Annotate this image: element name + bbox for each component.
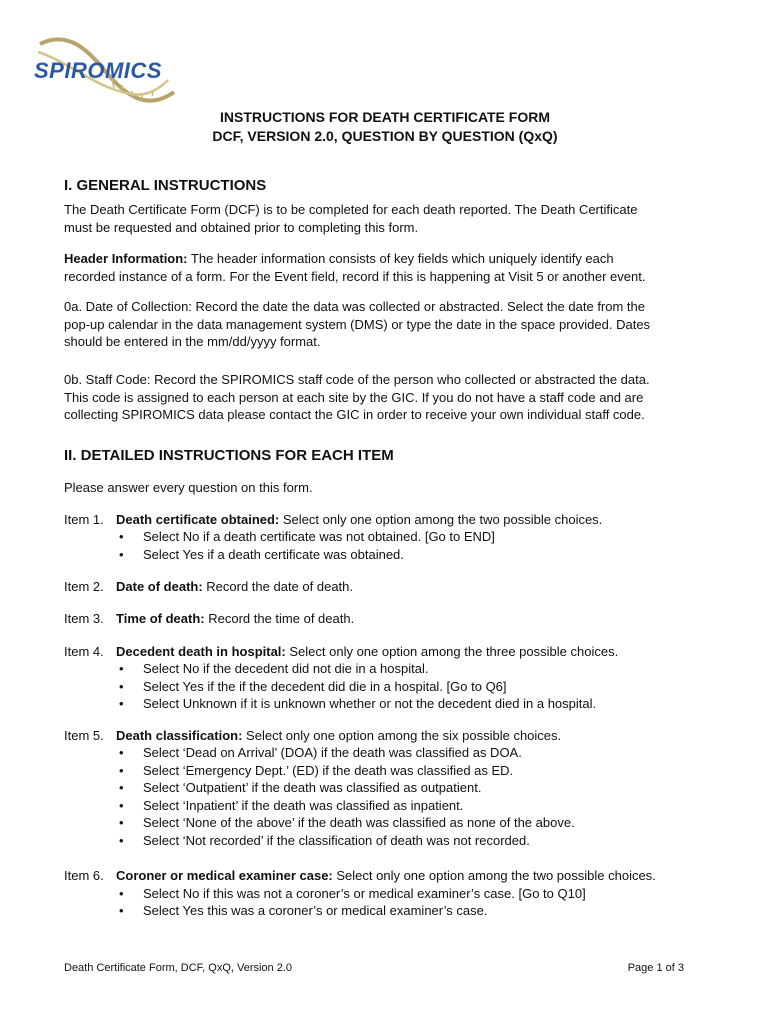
- list-item: • Select Yes this was a coroner’s or medical examiner’s case.: [119, 903, 488, 918]
- list-item: • Select ‘Dead on Arrival’ (DOA) if the death was classified as DOA.: [119, 745, 522, 760]
- item-0a-instructions: 0a. Date of Collection: Record the date the data was collected or abstracted. Select the date from the pop-up calendar in the data management system (DMS) or type the date in the space provided. Dates should be entered in the mm/dd/yyyy format.: [64, 299, 651, 349]
- item-4: Item 4. Decedent death in hospital: Select only one option among the three possible choices.: [64, 644, 619, 659]
- list-item: • Select No if the decedent did not die in a hospital.: [119, 661, 429, 676]
- document-title: INSTRUCTIONS FOR DEATH CERTIFICATE FORM: [219, 109, 551, 125]
- detailed-intro: Please answer every question on this form.: [64, 480, 313, 495]
- item-6: Item 6. Coroner or medical examiner case: Select only one option among the two possible choices.: [64, 868, 656, 883]
- list-item: • Select Yes if a death certificate was obtained.: [119, 547, 404, 562]
- list-item: • Select ‘Inpatient’ if the death was classified as inpatient.: [119, 798, 464, 813]
- list-item: • Select Yes if the if the decedent did die in a hospital. [Go to Q6]: [119, 679, 507, 694]
- header-information: Header Information: The header information consists of key fields which uniquely identify each recorded instance of a form. For the Event field, record if this is happening at Visit 5 or another event.: [64, 251, 646, 284]
- section-heading-detailed: II. DETAILED INSTRUCTIONS FOR EACH ITEM: [64, 447, 394, 464]
- list-item: • Select No if this was not a coroner’s or medical examiner’s case. [Go to Q10]: [119, 886, 586, 901]
- item-1: Item 1. Death certificate obtained: Select only one option among the two possible choices.: [64, 512, 603, 527]
- list-item: • Select ‘Not recorded’ if the classification of death was not recorded.: [119, 833, 530, 848]
- item-3: Item 3. Time of death: Record the time of death.: [64, 611, 355, 626]
- list-item: • Select ‘Emergency Dept.’ (ED) if the death was classified as ED.: [119, 763, 514, 778]
- page-number: Page 1 of 3: [627, 962, 684, 974]
- document-subtitle: DCF, VERSION 2.0, QUESTION BY QUESTION (QxQ): [212, 128, 558, 144]
- logo-wordmark: SPIROMICS: [34, 58, 162, 83]
- list-item: • Select ‘Outpatient’ if the death was classified as outpatient.: [119, 780, 482, 795]
- item-5: Item 5. Death classification: Select only one option among the six possible choices.: [64, 728, 562, 743]
- section-heading-general: I. GENERAL INSTRUCTIONS: [64, 177, 267, 194]
- general-intro: The Death Certificate Form (DCF) is to be completed for each death reported. The Death Certificate must be requested and obtained prior to completing this form.: [64, 202, 638, 235]
- item-0b-instructions: 0b. Staff Code: Record the SPIROMICS staff code of the person who collected or abstracted the data. This code is assigned to each person at each site by the GIC. If you do not have a staff code and are collecting SPIROMICS data please contact the GIC in order to receive your own individual staff code.: [64, 372, 650, 422]
- list-item: • Select Unknown if it is unknown whether or not the decedent died in a hospital.: [119, 696, 597, 711]
- footer-left: Death Certificate Form, DCF, QxQ, Version 2.0: [64, 962, 293, 974]
- list-item: • Select ‘None of the above’ if the death was classified as none of the above.: [119, 815, 575, 830]
- list-item: • Select No if a death certificate was not obtained. [Go to END]: [119, 529, 495, 544]
- item-2: Item 2. Date of death: Record the date of death.: [64, 579, 353, 594]
